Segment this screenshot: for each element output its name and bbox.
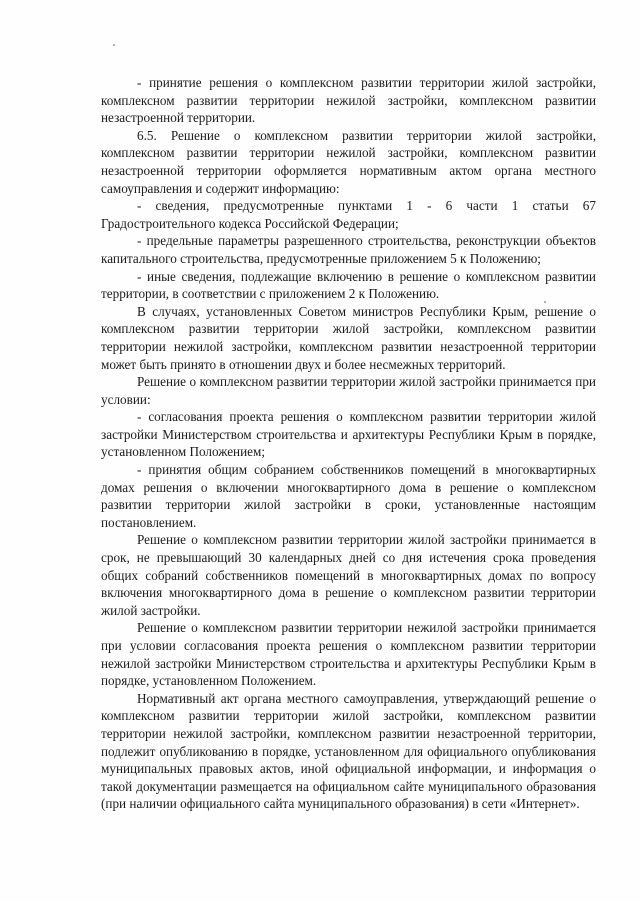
paragraph-7: Решение о комплексном развитии территории жилой застройки принимается при условии: <box>101 374 596 407</box>
paragraph-4: - предельные параметры разрешенного строительства, реконструкции объектов капитального строительства, предусмотренные приложением 5 к Положению; <box>101 233 596 266</box>
paragraph-9: - принятия общим собранием собственников помещений в многоквартирных домах решения о включении многоквартирного дома в решение о комплексном развитии территории жилой застройки в сроки, установленные настоящим постановлением. <box>101 462 596 530</box>
paragraph-5: - иные сведения, подлежащие включению в решение о комплексном развитии территории, в соответствии с приложением 2 к Положению. <box>101 268 596 302</box>
paragraph-8: - согласования проекта решения о комплексном развитии территории жилой застройки Министерством строительства и архитектуры Республики Крым в порядке, установленном Положением; <box>101 409 596 460</box>
paragraph-6: В случаях, установленных Советом министров Республики Крым, решение о комплексном развитии территории жилой застройки, комплексном развитии территории нежилой застройки, комплексном развитии незастроенной территории может быть принято в отношении двух и более несмежных территорий. <box>101 303 596 372</box>
paragraph-2: 6.5. Решение о комплексном развитии территории жилой застройки, комплексном развитии территории нежилой застройки, комплексном развитии незастроенной территории оформляется нормативным актом органа местного самоуправления и содержит информацию: <box>101 127 596 196</box>
paragraph-11: Решение о комплексном развитии территории нежилой застройки принимается при условии согласования проекта решения о комплексном развитии территории нежилой застройки Министерством строительства и архитектуры Республики Крым в порядке, установленном Положением. <box>101 620 596 689</box>
paragraph-10: Решение о комплексном развитии территории жилой застройки принимается в срок, не превышающий 30 календарных дней со дня истечения срока проведения общих собраний собственников помещений в многоквартирных домах по вопросу включения многоквартирного дома в решение о комплексном развитии территории жилой застройки. <box>101 532 596 618</box>
document-body <box>101 74 596 813</box>
scan-speck <box>113 44 115 46</box>
paragraph-12: Нормативный акт органа местного самоуправления, утверждающий решение о комплексном развитии территории жилой застройки, комплексном развитии территории нежилой застройки, комплексном развитии незастроенной территории, подлежит опубликованию в порядке, установленном для официального опубликования муниципальных правовых актов, иной официальной информации, и информация о такой документации размещается на официальном сайте муниципального образования (при наличии официального сайта муниципального образования) в сети «Интернет». <box>101 690 596 812</box>
paragraph-1: - принятие решения о комплексном развитии территории жилой застройки, комплексном развитии территории нежилой застройки, комплексном развитии незастроенной территории. <box>101 75 596 126</box>
paragraph-3: - сведения, предусмотренные пунктами 1 - 6 части 1 статьи 67 Градостроительного кодекса Российской Федерации; <box>101 198 596 231</box>
